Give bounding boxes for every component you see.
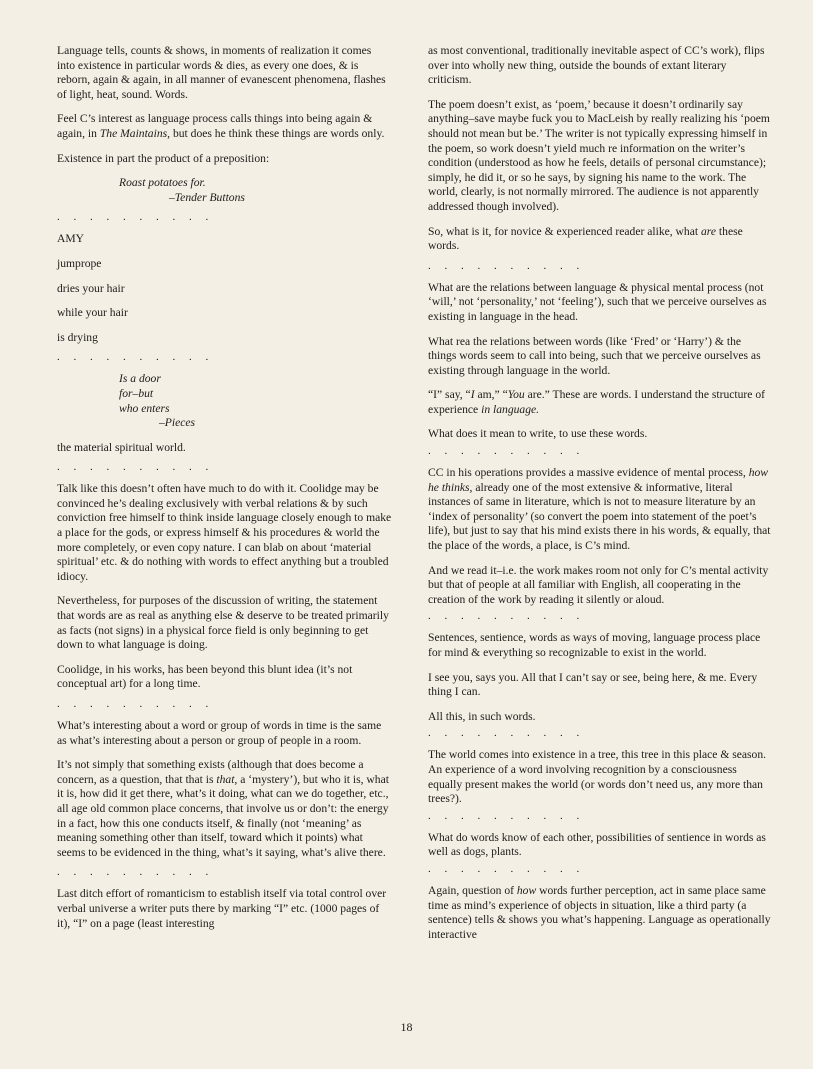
paragraph: [428, 466, 772, 554]
emphasis: how he thinks,: [428, 466, 769, 494]
poem-line: is drying: [57, 330, 98, 344]
paragraph: Talk like this doesn’t often have much to do with it. Coolidge may be convinced he’s dealing exclusively with verbal relations & by such conviction free himself to think inside language closely enough to make a place for the gods, or express himself & his procedures & world the more completely, or even copy nature. I can blab on about ‘material spiritual’ etc. & do nothing with words to effect anything but a troubled idiocy.: [57, 482, 392, 583]
paragraph: Language tells, counts & shows, in moments of realization it comes into existence in particular words & dies, as every one does, & is reborn, again & again, in all manner of evanescent phenomena, flashes of light, heat, sound. Words.: [57, 44, 386, 101]
emphasis: You: [507, 388, 525, 402]
paragraph: Existence in part the product of a preposition:: [57, 151, 270, 165]
paragraph: Sentences, sentience, words as ways of moving, language process place for mind & everything so recognizable to exist in the world.: [428, 631, 761, 659]
text-run: are.” These are words. I understand the structure of experience: [428, 388, 765, 416]
section-divider: . . . . . . . . . .: [428, 445, 585, 458]
text-run: am,” “: [474, 388, 508, 402]
quote-source: –Tender Buttons: [169, 190, 245, 204]
text-run: these words.: [428, 224, 743, 253]
right-column: [428, 44, 772, 952]
paragraph: as most conventional, traditionally inevitable aspect of CC’s work), flips over into wholly new thing, outside the bounds of extant literary criticism.: [428, 44, 765, 87]
paragraph: What are the relations between language & physical mental process (not ‘will,’ not ‘personality,’ not ‘feeling’), such that we perceive ourselves as existing in language in the head.: [428, 280, 767, 323]
section-divider: . . . . . . . . . .: [57, 698, 214, 710]
poem-line: jumprope: [57, 256, 102, 270]
paragraph: Last ditch effort of romanticism to establish itself via total control over verbal universe a writer puts there by marking “I” etc. (1000 pages of it), “I” on a page (least interesting: [57, 887, 387, 930]
quotation-tender-buttons: [119, 176, 392, 205]
paragraph: What does it mean to write, to use these words.: [428, 427, 648, 441]
section-divider: . . . . . . . . . .: [428, 610, 585, 623]
text-run: a ‘mystery’), but who it is, what it is, how did it get there, what’s it doing, what can we do together, etc., all age old common place concerns, that involve us or don’t: the energy in a fact, how this one conducts itself, & finally (not ‘meaning’ as meaning something other than itself, toward which it points) what seems to be evidenced in the thing, what’s it saying, what’s alive there.: [57, 772, 389, 859]
paragraph: All this, in such words.: [428, 709, 536, 723]
text-run: words further perception, act in same place same time as mind’s experience of objects in situation, like a third party (a sentence) tells & shows you what’s happening. Language as operationally interactive: [428, 883, 771, 941]
section-divider: . . . . . . . . . .: [57, 461, 214, 474]
text-run: but does he think these things are words only.: [170, 126, 385, 140]
quotation-pieces: [119, 372, 392, 430]
paragraph: Nevertheless, for purposes of the discussion of writing, the statement that words are as real as anything else & deserve to be treated primarily as facts (not signs) in a physical force field is only beginning to get down to what language is doing.: [57, 594, 389, 652]
paragraph: [428, 225, 772, 254]
paragraph: The world comes into existence in a tree, this tree in this place & season. An experience of a word involving recognition by a consciousness equally present makes the world (or words don’t need us, any more than trees?).: [428, 748, 767, 806]
section-divider: . . . . . . . . . .: [428, 862, 585, 875]
quote-source: –Pieces: [159, 416, 196, 430]
text-run: already one of the most extensive & informative, literal instances of same in literature, which is not to measure literature by an ‘index of personality’ (so convert the poem into statement of the poet’s life), but just to say that his mind exists there in his words, & equally, that the place of the words, a place, is C’s mind.: [428, 480, 771, 553]
paragraph: What do words know of each other, possibilities of sentience in words as well as dogs, plants.: [428, 830, 766, 859]
quote-line: Is a door: [119, 372, 161, 386]
poem-title: AMY: [57, 232, 85, 246]
section-divider: . . . . . . . . . .: [57, 866, 214, 879]
text-run: “I” say, “: [428, 388, 471, 402]
text-run: Again, question of: [428, 883, 517, 897]
section-divider: . . . . . . . . . .: [57, 211, 214, 224]
paragraph: [428, 884, 772, 942]
paragraph: [428, 388, 772, 417]
page-number: 18: [400, 1020, 413, 1034]
quote-line: for–but: [119, 386, 154, 400]
paragraph: What rea the relations between words (like ‘Fred’ or ‘Harry’) & the things words seem to call into being, such that we perceive ourselves as existing through language in the world.: [428, 334, 761, 377]
poem-line: while your hair: [57, 306, 128, 320]
emphasis: that,: [216, 772, 238, 786]
section-divider: . . . . . . . . . .: [428, 259, 585, 272]
title-maintains: The Maintains,: [99, 126, 171, 140]
paragraph: Coolidge, in his works, has been beyond this blunt idea (it’s not conceptual art) for a long time.: [57, 662, 353, 691]
paragraph: [57, 112, 392, 141]
emphasis: I: [470, 388, 475, 402]
paragraph: And we read it–i.e. the work makes room not only for C’s mental activity but that of people at all familiar with English, all cooperating in the creation of the work by reading it silently or aloud.: [428, 563, 769, 606]
text-run: CC in his operations provides a massive evidence of mental process,: [428, 466, 749, 480]
quote-line: who enters: [119, 401, 170, 415]
section-divider: . . . . . . . . . .: [428, 809, 585, 822]
emphasis: in language.: [481, 402, 540, 416]
poem-line: dries your hair: [57, 281, 125, 295]
paragraph: The poem doesn’t exist, as ‘poem,’ because it doesn’t ordinarily say anything–save maybe fuck you to MacLeish by really realizing his ‘poem should not mean but be.’ The writer is not typically expressing himself in the poem, so work doesn’t yield much re information on the writer’s condition (understood as how he feels, details of personal circumstance); simply, he did it, or so he says, by signing his name to the work. The world, clearly, is not normally mirrored. The audience is not apparently addressed though involved).: [428, 97, 770, 213]
section-divider: . . . . . . . . . .: [57, 351, 214, 364]
paragraph: the material spiritual world.: [57, 440, 186, 454]
emphasis: how: [516, 883, 537, 897]
left-column: [57, 44, 392, 941]
text-run: Feel C’s interest as language process calls things into being again & again, in: [57, 112, 373, 140]
paragraph: [57, 758, 392, 860]
text-run: It’s not simply that something exists (although that does become a concern, as a question, that that is: [57, 758, 364, 786]
paragraph: I see you, says you. All that I can’t say or see, being here, & me. Every thing I can.: [428, 670, 758, 699]
text-run: So, what is it, for novice & experienced reader alike, what: [428, 224, 701, 238]
emphasis: are: [701, 224, 717, 238]
section-divider: . . . . . . . . . .: [428, 727, 585, 740]
paragraph: What’s interesting about a word or group of words in time is the same as what’s interesting about a person or group of people in a room.: [57, 719, 382, 747]
quote-line: Roast potatoes for.: [119, 176, 206, 190]
